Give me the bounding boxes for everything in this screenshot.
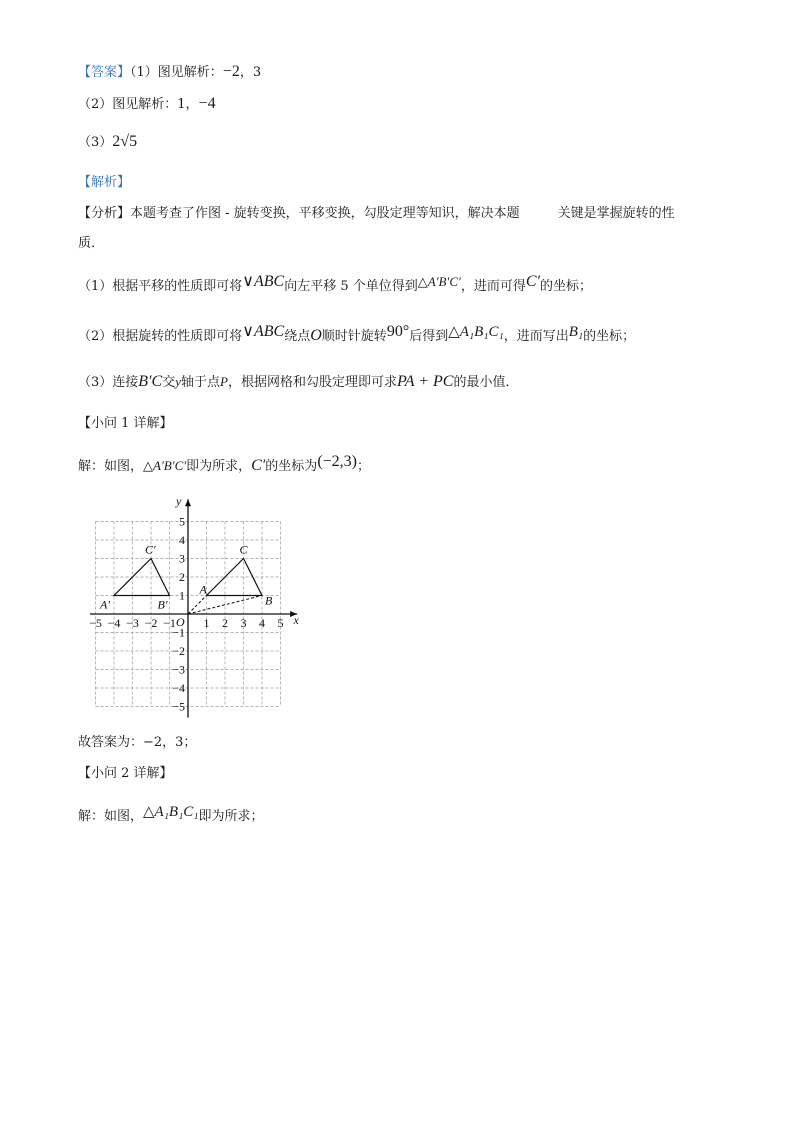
answer-1-prefix: （1）图见解析： [130,65,223,80]
origin-label: O [176,615,185,629]
x-tick-label: 1 [203,616,210,630]
step-2-text-e: ，进而写出 [503,329,569,344]
label-a-prime: A′ [100,597,110,612]
y-axis-arrow [185,499,191,506]
label-c: C [239,542,248,557]
y-tick-label: −5 [172,699,185,714]
answer-line-2 [78,94,216,115]
x-tick-label: 2 [222,616,228,630]
step-1-text-a: （1）根据平移的性质即可将 [78,279,243,294]
dashed-line-oa [188,596,207,615]
q1-solution [78,452,370,477]
analysis-line-1 [78,204,675,224]
answer-2-value: −4 [198,95,216,112]
analysis-step-1 [78,272,592,297]
step-1-math-prime: △A′B′C′ [417,274,461,289]
x-tick-label: −5 [89,616,102,630]
x-tick-label: −4 [107,616,121,630]
q1-text-d: ； [357,459,371,474]
step-2-math-a1b1c1: △A₁B₁C₁ [448,324,504,340]
analysis-step-2 [78,322,635,347]
q2-tag: 【小问 2 详解】 [78,766,173,781]
label-b-prime: B′ [157,597,168,612]
analysis-line-2: 质． [78,236,105,251]
label-a: A [199,582,207,597]
answer-1-value-2: 3 [252,65,262,80]
answer-2-prefix: （2）图见解析：1， [78,97,199,112]
q2-solution [78,802,264,827]
step-2-text-f: 的坐标； [583,329,636,344]
analysis-text-1b: 关键是掌握旋转的性 [557,206,675,221]
step-2-math-b1: B₁ [568,324,584,340]
y-axis-label: y [176,493,182,508]
x-tick-label: −3 [126,616,139,630]
q1-final-answer: 故答案为：−2，3； [78,735,197,750]
label-c-prime: C′ [145,542,156,557]
y-tick-label: 1 [179,588,185,603]
answer-tag: 【答案】 [78,65,131,80]
analysis-step-3 [78,372,518,393]
q1-math-c-prime: C′ [251,457,266,474]
analysis-text-1a: 【分析】本题考查了作图 - 旋转变换，平移变换，勾股定理等知识，解决本题 [78,206,520,221]
y-tick-label: −1 [172,625,185,640]
step-2-text-d: 后得到 [409,329,449,344]
q1-text-c: 的坐标为 [265,459,318,474]
triangle-abc [207,559,263,596]
x-tick-label: 3 [240,616,247,630]
answer-line-3 [78,132,137,153]
step-1-text-d: 的坐标； [540,279,593,294]
x-tick-label: 5 [277,616,284,630]
y-tick-label: −4 [172,681,185,695]
q1-text-b: 即为所求， [186,459,252,474]
step-1-text-b: 向左平移 5 个单位得到 [284,279,418,294]
step-1-text-c: ，进而可得 [460,279,526,294]
step-3-math-pa-pc: PA + PC [397,373,454,390]
answer-3-prefix: （3） [78,135,113,150]
y-tick-label: 3 [179,551,185,566]
y-tick-label: 2 [179,570,185,584]
step-3-text-c: 轴于点 [181,375,221,390]
x-tick-label: −2 [144,616,158,630]
step-2-math-angle: 90° [386,323,410,340]
q1-tag: 【小问 1 详解】 [78,416,173,431]
step-3-math-bc: B′C [138,373,163,390]
step-3-text-e: 的最小值． [453,375,519,390]
x-tick-label: 4 [259,616,265,630]
answer-1-value-1: −2 [222,63,240,80]
answer-3-value: 2√5 [112,133,138,150]
q1-math-prime: △A′B′C′ [143,458,187,473]
step-3-math-p: P [220,374,228,389]
step-1-math-c-prime: C′ [525,273,541,290]
step-2-text-b: 绕点 [284,329,311,344]
q2-text-b: 即为所求； [198,809,264,824]
q1-math-coord: (−2,3) [317,453,357,470]
analysis-tag: 【解析】 [78,175,131,190]
q2-text-a: 解：如图， [78,809,144,824]
step-1-math-abc: ∨ABC [242,273,285,290]
x-axis-label: x [293,613,299,627]
x-tick-label: −1 [163,616,176,630]
step-3-math-y: y [175,374,182,389]
y-tick-label: −2 [172,644,185,658]
y-tick-label: 4 [179,533,185,547]
y-tick-label: −3 [172,662,185,677]
coordinate-graph [78,492,318,728]
answer-1-sep: ， [239,65,253,80]
label-b: B [265,593,273,608]
y-tick-label: 5 [179,514,185,529]
step-2-math-abc: ∨ABC [242,323,285,340]
q1-text-a: 解：如图， [78,459,144,474]
step-2-text-a: （2）根据旋转的性质即可将 [78,329,243,344]
answer-line-1 [78,62,261,83]
step-3-text-d: ，根据网格和勾股定理即可求 [228,375,398,390]
q2-math-a1b1c1: △A₁B₁C₁ [143,804,199,820]
step-2-math-o: O [310,327,322,344]
step-3-text-b: 交 [162,375,176,390]
step-2-text-c: 顺时针旋转 [321,329,387,344]
step-3-text-a: （3）连接 [78,375,139,390]
